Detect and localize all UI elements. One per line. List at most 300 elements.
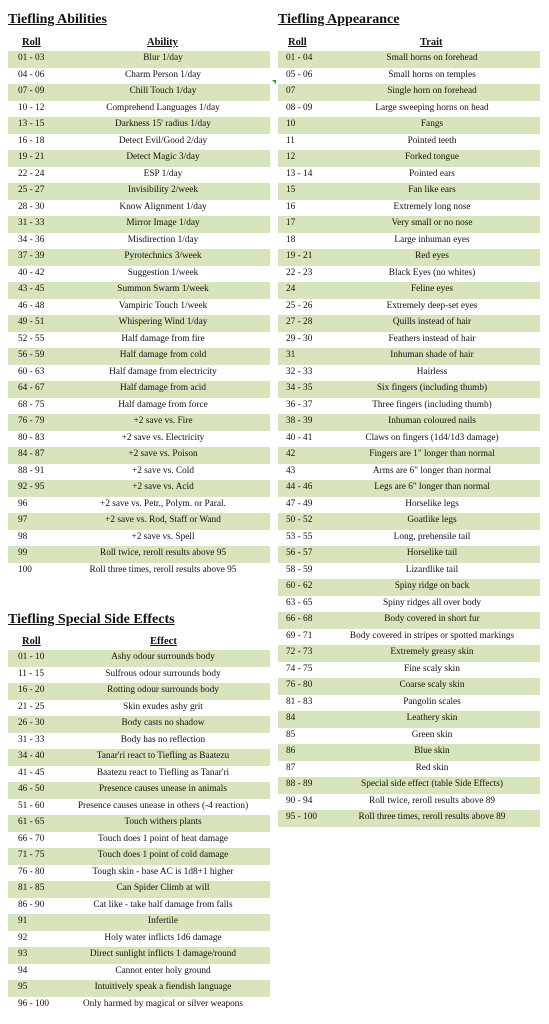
table-row (278, 150, 540, 167)
roll-cell: 76 - 79 (18, 416, 45, 426)
roll-cell: 31 - 33 (18, 734, 45, 745)
cell-comment-marker-icon (272, 80, 276, 84)
table-row (278, 612, 540, 629)
table-row (8, 134, 270, 151)
result-cell: Coarse scaly skin (399, 680, 465, 690)
result-cell: Large inhuman eyes (394, 234, 470, 245)
table-row (278, 645, 540, 662)
result-cell: Touch does 1 point of cold damage (97, 850, 229, 860)
result-cell: Mirror Image 1/day (126, 218, 200, 228)
result-cell: Pointed ears (409, 168, 455, 179)
table-row (8, 266, 270, 283)
result-cell: Darkness 15' radius 1/day (115, 119, 211, 129)
roll-cell: 16 (286, 201, 296, 212)
roll-cell: 94 (18, 965, 28, 976)
table-row (278, 810, 540, 827)
table-row (8, 865, 270, 882)
table-row (8, 414, 270, 431)
table-row (8, 513, 270, 530)
roll-cell: 10 (286, 119, 296, 129)
result-cell: Body covered in stripes or spotted markings (349, 630, 515, 641)
table-row (8, 766, 270, 783)
table-row (8, 997, 270, 1014)
result-cell: Pangolin scales (403, 696, 461, 707)
result-cell: Inhuman coloured nails (388, 416, 476, 426)
result-cell: Tanar'ri react to Tiefling as Baatezu (96, 751, 230, 761)
result-cell: +2 save vs. Petr., Polym. or Paral. (100, 498, 226, 509)
roll-cell: 13 - 15 (18, 119, 45, 129)
table-row (278, 101, 540, 118)
roll-cell: 71 - 75 (18, 850, 45, 860)
result-cell: Ashy odour surrounds body (111, 652, 215, 662)
table-row (278, 381, 540, 398)
result-cell: +2 save vs. Fire (133, 416, 193, 426)
table-row (278, 167, 540, 184)
roll-cell: 88 - 91 (18, 465, 45, 476)
result-cell: ESP 1/day (143, 168, 183, 179)
table-row (8, 563, 270, 580)
roll-cell: 96 - 100 (18, 998, 49, 1009)
table-row (278, 464, 540, 481)
result-cell: Vampiric Touch 1/week (118, 300, 208, 311)
roll-cell: 84 (286, 713, 296, 723)
result-cell: Half damage from force (118, 399, 208, 410)
roll-cell: 52 - 55 (18, 333, 45, 344)
table-header (8, 633, 270, 650)
result-cell: +2 save vs. Poison (128, 449, 198, 459)
result-cell: Feathers instead of hair (388, 333, 476, 344)
result-cell: Extremely deep-set eyes (386, 300, 478, 311)
result-cell: Half damage from electricity (109, 366, 217, 377)
roll-cell: 49 - 51 (18, 317, 45, 327)
roll-cell: 38 - 39 (286, 416, 313, 426)
roll-cell: 07 - 09 (18, 86, 45, 96)
result-cell: +2 save vs. Rod, Staff or Wand (105, 515, 221, 525)
table-row (278, 348, 540, 365)
roll-cell: 56 - 59 (18, 350, 45, 360)
roll-cell: 17 (286, 218, 296, 228)
table-row (8, 464, 270, 481)
table-row (278, 365, 540, 382)
result-cell: Feline eyes (410, 284, 454, 294)
roll-cell: 87 (286, 762, 296, 773)
table-row (278, 68, 540, 85)
table-row (278, 282, 540, 299)
roll-cell: 07 (286, 86, 296, 96)
table-row (8, 282, 270, 299)
roll-cell: 25 - 26 (286, 300, 313, 311)
roll-column-header: Roll (288, 37, 307, 48)
table-row (8, 233, 270, 250)
table-row (278, 497, 540, 514)
result-cell: Detect Evil/Good 2/day (118, 135, 208, 146)
result-cell: Cannot enter holy ground (115, 965, 211, 976)
table-row (8, 84, 270, 101)
table-row (278, 777, 540, 794)
roll-cell: 22 - 24 (18, 168, 45, 179)
table-row (278, 480, 540, 497)
roll-cell: 61 - 65 (18, 817, 45, 827)
result-cell: Only harmed by magical or silver weapons (82, 998, 244, 1009)
roll-cell: 92 (18, 932, 28, 943)
table-row (8, 315, 270, 332)
table-row (278, 546, 540, 563)
roll-cell: 86 (286, 746, 296, 756)
result-cell: Roll three times, reroll results above 95 (89, 564, 237, 575)
result-cell: Charm Person 1/day (125, 69, 201, 80)
table-row (8, 914, 270, 931)
roll-cell: 91 (18, 916, 28, 926)
result-cell: Roll twice, reroll results above 89 (369, 795, 495, 806)
roll-cell: 37 - 39 (18, 251, 45, 261)
table-header (278, 34, 540, 51)
table-row (8, 216, 270, 233)
table-row (8, 200, 270, 217)
table-row (8, 101, 270, 118)
result-cell: Special side effect (table Side Effects) (361, 779, 503, 789)
result-cell: +2 save vs. Spell (131, 531, 195, 542)
table-row (278, 134, 540, 151)
table-row (8, 749, 270, 766)
roll-cell: 10 - 12 (18, 102, 45, 113)
table-row (278, 117, 540, 134)
table-row (278, 530, 540, 547)
table-row (278, 596, 540, 613)
roll-cell: 64 - 67 (18, 383, 45, 393)
table-row (8, 167, 270, 184)
table-row (278, 398, 540, 415)
result-cell: Half damage from fire (121, 333, 205, 344)
result-cell: Baatezu react to Tiefling as Tanar'ri (96, 767, 230, 778)
table-row (8, 782, 270, 799)
table-row (278, 51, 540, 68)
roll-cell: 56 - 57 (286, 548, 313, 558)
roll-cell: 51 - 60 (18, 800, 45, 811)
table-row (278, 183, 540, 200)
appearance-title: Tiefling Appearance (278, 12, 400, 27)
result-cell: Arms are 6" longer than normal (372, 465, 492, 476)
table-row (8, 497, 270, 514)
table-row (8, 381, 270, 398)
roll-cell: 60 - 63 (18, 366, 45, 377)
roll-cell: 47 - 49 (286, 498, 313, 509)
result-cell: Rotting odour surrounds body (107, 685, 219, 695)
roll-cell: 13 - 14 (286, 168, 313, 179)
result-cell: Infertile (148, 916, 178, 926)
roll-cell: 68 - 75 (18, 399, 45, 410)
result-cell: Cat like - take half damage from falls (93, 899, 233, 910)
result-cell: +2 save vs. Electricity (121, 432, 205, 443)
table-row (8, 299, 270, 316)
result-cell: Presence causes unease in animals (98, 784, 228, 794)
roll-cell: 05 - 06 (286, 69, 313, 80)
roll-cell: 74 - 75 (286, 663, 313, 674)
roll-cell: 81 - 85 (18, 883, 45, 893)
table-row (8, 947, 270, 964)
roll-column-header: Roll (22, 37, 41, 48)
table-row (278, 414, 540, 431)
roll-cell: 27 - 28 (286, 317, 313, 327)
result-cell: Six fingers (including thumb) (376, 383, 488, 393)
table-row (8, 931, 270, 948)
table-row (278, 662, 540, 679)
roll-cell: 95 (18, 982, 28, 992)
table-row (8, 980, 270, 997)
result-cell: Forked tongue (405, 152, 459, 162)
result-cell: Sulfrous odour surrounds body (105, 668, 221, 679)
result-cell: Blur 1/day (143, 53, 183, 63)
roll-cell: 63 - 65 (286, 597, 313, 608)
table-row (278, 299, 540, 316)
roll-cell: 53 - 55 (286, 531, 313, 542)
roll-cell: 58 - 59 (286, 564, 313, 575)
roll-cell: 26 - 30 (18, 718, 45, 728)
result-cell: Tough skin - base AC is 1d8+1 higher (92, 866, 234, 877)
table-row (8, 716, 270, 733)
roll-cell: 41 - 45 (18, 767, 45, 778)
roll-cell: 76 - 80 (18, 866, 45, 877)
result-cell: Summon Swarm 1/week (117, 284, 209, 294)
table-row (8, 546, 270, 563)
result-cell: Small horns on forehead (386, 53, 478, 63)
roll-cell: 29 - 30 (286, 333, 313, 344)
result-cell: Pointed teeth (407, 135, 457, 146)
abilities-table (8, 34, 270, 579)
table-row (8, 431, 270, 448)
result-cell: Long, prehensile tail (393, 531, 471, 542)
result-cell: Direct sunlight inflicts 1 damage/round (89, 949, 237, 959)
result-cell: Fan like ears (408, 185, 456, 195)
table-row (278, 249, 540, 266)
table-row (278, 563, 540, 580)
roll-cell: 11 (286, 135, 295, 146)
result-column-header: Trait (420, 37, 443, 48)
roll-cell: 16 - 20 (18, 685, 45, 695)
roll-cell: 85 (286, 729, 296, 740)
side-effects-title: Tiefling Special Side Effects (8, 612, 175, 627)
roll-cell: 66 - 68 (286, 614, 313, 624)
roll-cell: 88 - 89 (286, 779, 313, 789)
roll-cell: 99 (18, 548, 28, 558)
roll-cell: 66 - 70 (18, 833, 45, 844)
roll-cell: 19 - 21 (286, 251, 313, 261)
result-cell: +2 save vs. Cold (131, 465, 195, 476)
table-row (8, 733, 270, 750)
roll-cell: 97 (18, 515, 28, 525)
result-cell: Body covered in short fur (384, 614, 480, 624)
table-row (8, 667, 270, 684)
roll-cell: 36 - 37 (286, 399, 313, 410)
table-row (8, 480, 270, 497)
table-row (278, 794, 540, 811)
result-cell: Invisibility 2/week (128, 185, 198, 195)
table-row (278, 711, 540, 728)
roll-cell: 100 (18, 564, 32, 575)
result-cell: Hairless (416, 366, 448, 377)
roll-cell: 40 - 42 (18, 267, 45, 278)
table-row (8, 530, 270, 547)
table-row (8, 799, 270, 816)
roll-cell: 43 (286, 465, 296, 476)
result-cell: Holy water inflicts 1d6 damage (104, 932, 222, 943)
roll-cell: 22 - 23 (286, 267, 313, 278)
appearance-table (278, 34, 540, 827)
table-row (8, 51, 270, 68)
table-row (8, 700, 270, 717)
table-row (8, 332, 270, 349)
result-cell: Can Spider Climb at will (116, 883, 210, 893)
roll-cell: 34 - 40 (18, 751, 45, 761)
result-cell: Inhuman shade of hair (390, 350, 474, 360)
result-cell: Fingers are 1" longer than normal (369, 449, 495, 459)
table-row (278, 315, 540, 332)
roll-cell: 40 - 41 (286, 432, 313, 443)
table-row (278, 233, 540, 250)
roll-cell: 44 - 46 (286, 482, 313, 492)
table-row (8, 848, 270, 865)
result-cell: Goatlike legs (407, 515, 457, 525)
result-cell: Horselike tail (406, 548, 458, 558)
roll-cell: 01 - 10 (18, 652, 45, 662)
table-row (278, 216, 540, 233)
roll-cell: 90 - 94 (286, 795, 313, 806)
roll-cell: 24 (286, 284, 296, 294)
table-row (8, 832, 270, 849)
result-cell: Fine scaly skin (404, 663, 460, 674)
result-cell: Red eyes (415, 251, 449, 261)
roll-cell: 84 - 87 (18, 449, 45, 459)
result-cell: Three fingers (including thumb) (372, 399, 492, 410)
table-row (278, 728, 540, 745)
roll-cell: 31 - 33 (18, 218, 45, 228)
result-cell: Single horn on forehead (387, 86, 477, 96)
result-cell: Misdirection 1/day (127, 234, 199, 245)
table-row (278, 431, 540, 448)
table-row (8, 964, 270, 981)
result-cell: Extremely long nose (393, 201, 471, 212)
result-cell: Very small or no nose (391, 218, 473, 228)
table-row (8, 150, 270, 167)
result-cell: Roll twice, reroll results above 95 (100, 548, 226, 558)
roll-cell: 34 - 35 (286, 383, 313, 393)
roll-cell: 15 (286, 185, 296, 195)
table-row (8, 815, 270, 832)
result-cell: Whispering Wind 1/day (118, 317, 208, 327)
table-row (278, 695, 540, 712)
table-row (278, 200, 540, 217)
result-cell: Body casts no shadow (121, 718, 205, 728)
result-cell: Touch withers plants (124, 817, 202, 827)
table-row (8, 117, 270, 134)
roll-cell: 18 (286, 234, 296, 245)
result-cell: Intuitively speak a fiendish language (94, 982, 232, 992)
roll-cell: 50 - 52 (286, 515, 313, 525)
table-row (278, 332, 540, 349)
table-row (8, 650, 270, 667)
table-row (278, 678, 540, 695)
roll-cell: 19 - 21 (18, 152, 45, 162)
result-cell: Comprehend Languages 1/day (106, 102, 220, 113)
roll-cell: 46 - 50 (18, 784, 45, 794)
table-row (8, 398, 270, 415)
roll-cell: 96 (18, 498, 28, 509)
result-cell: Detect Magic 3/day (126, 152, 200, 162)
side-effects-table (8, 633, 270, 1013)
roll-cell: 11 - 15 (18, 668, 44, 679)
roll-cell: 93 (18, 949, 28, 959)
table-header (8, 34, 270, 51)
result-cell: Touch does 1 point of heat damage (98, 833, 228, 844)
result-cell: Suggestion 1/week (127, 267, 199, 278)
roll-cell: 95 - 100 (286, 812, 317, 822)
table-row (278, 629, 540, 646)
table-row (278, 579, 540, 596)
roll-cell: 01 - 04 (286, 53, 313, 63)
result-cell: Black Eyes (no whites) (388, 267, 476, 278)
table-row (8, 365, 270, 382)
result-cell: Fangs (420, 119, 444, 129)
result-cell: Know Alignment 1/day (119, 201, 207, 212)
roll-cell: 60 - 62 (286, 581, 313, 591)
result-cell: Skin exudes ashy grit (123, 701, 203, 712)
table-row (8, 249, 270, 266)
roll-cell: 28 - 30 (18, 201, 45, 212)
roll-cell: 92 - 95 (18, 482, 45, 492)
table-row (8, 881, 270, 898)
result-cell: Spiny ridge on back (394, 581, 470, 591)
result-cell: Green skin (411, 729, 453, 740)
table-row (278, 266, 540, 283)
roll-cell: 01 - 03 (18, 53, 45, 63)
result-cell: Lizardlike tail (405, 564, 459, 575)
result-cell: Claws on fingers (1d4/1d3 damage) (365, 432, 499, 443)
result-cell: Blue skin (414, 746, 450, 756)
result-column-header: Effect (150, 636, 177, 647)
roll-cell: 16 - 18 (18, 135, 45, 146)
result-cell: Half damage from cold (119, 350, 207, 360)
table-row (8, 183, 270, 200)
roll-cell: 31 (286, 350, 296, 360)
roll-cell: 43 - 45 (18, 284, 45, 294)
table-row (278, 744, 540, 761)
result-column-header: Ability (147, 37, 178, 48)
roll-cell: 81 - 83 (286, 696, 313, 707)
table-row (8, 683, 270, 700)
result-cell: Roll three times, reroll results above 89 (358, 812, 506, 822)
result-cell: +2 save vs. Acid (132, 482, 194, 492)
result-cell: Small horns on temples (388, 69, 476, 80)
result-cell: Spiny ridges all over body (382, 597, 482, 608)
result-cell: Pyrotechnics 3/week (124, 251, 202, 261)
result-cell: Half damage from acid (120, 383, 206, 393)
roll-cell: 46 - 48 (18, 300, 45, 311)
roll-column-header: Roll (22, 636, 41, 647)
roll-cell: 08 - 09 (286, 102, 313, 113)
result-cell: Body has no reflection (120, 734, 206, 745)
result-cell: Leathery skin (406, 713, 458, 723)
result-cell: Chill Touch 1/day (129, 86, 197, 96)
result-cell: Quills instead of hair (392, 317, 472, 327)
roll-cell: 34 - 36 (18, 234, 45, 245)
roll-cell: 04 - 06 (18, 69, 45, 80)
roll-cell: 42 (286, 449, 296, 459)
roll-cell: 25 - 27 (18, 185, 45, 195)
roll-cell: 72 - 73 (286, 647, 313, 657)
table-row (278, 84, 540, 101)
table-row (8, 447, 270, 464)
result-cell: Horselike legs (405, 498, 459, 509)
table-row (278, 761, 540, 778)
